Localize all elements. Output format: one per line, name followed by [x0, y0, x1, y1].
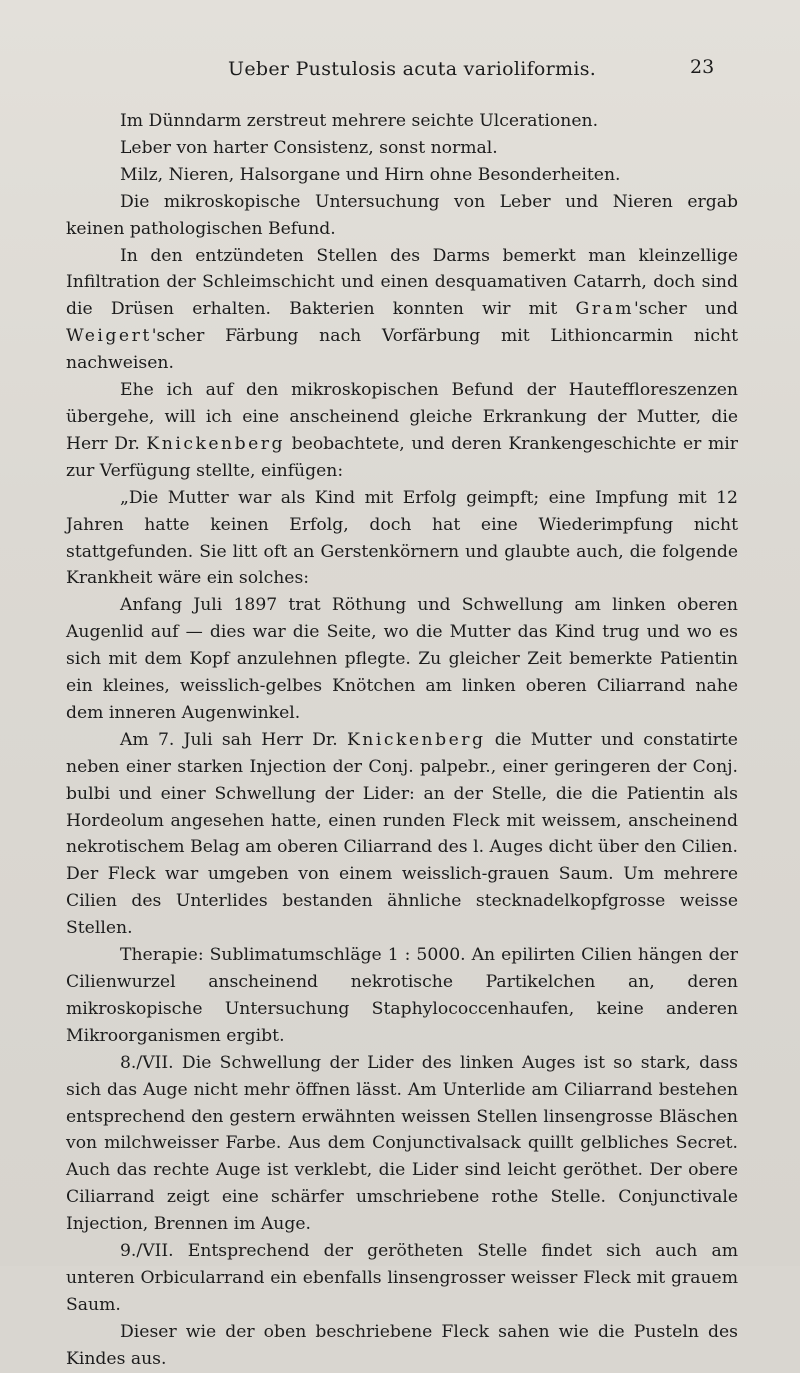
paragraph-text: die Mutter und constatirte neben einer starken Injection der Conj. palpebr., einer geringeren der Conj. bulbi und einer Schwellung der Lider: an der Stelle, die die Patientin als Hordeolum angesehen hatte, einen runden Fleck mit weissem, anscheinend nekrotischem Belag am oberen Ciliarrand des l. Auges dicht über den Cilien. Der Fleck war umgeben von einem weisslich-grauen Saum. Um mehrere Cilien des Unterlides bestanden ähnliche stecknadelkopfgrosse weisse Stellen. — [66, 729, 738, 939]
paragraph-text: In den entzündeten Stellen des Darms bemerkt man kleinzellige Infiltration der Schleimschicht und einen desquamativen Catarrh, doch sind die Drüsen erhalten. Bakterien konnten wir mit — [66, 245, 738, 320]
paragraph: Im Dünndarm zerstreut mehrere seichte Ulcerationen. — [120, 111, 599, 131]
spaced-name: Gram — [575, 299, 635, 320]
paragraph: Milz, Nieren, Halsorgane und Hirn ohne Besonderheiten. — [120, 164, 621, 185]
paragraph: Die mikroskopische Untersuchung von Leber und Nieren ergab keinen pathologischen Befund. — [66, 191, 738, 239]
paragraph — [66, 377, 738, 485]
paragraph: Leber von harter Consistenz, sonst normal. — [120, 137, 498, 158]
spaced-name: Knickenberg — [146, 433, 286, 454]
paragraph-text: 'scher Färbung nach Vorfärbung mit Lithioncarmin nicht nachweisen. — [66, 326, 738, 374]
paragraph — [66, 243, 738, 378]
page-header — [0, 52, 800, 82]
paragraph: 9./VII. Entsprechend der gerötheten Stelle findet sich auch am unteren Orbicularrand ein ebenfalls linsengrosser weisser Fleck mit grauem Saum. — [66, 1241, 738, 1315]
spaced-name: Knickenberg — [346, 729, 486, 750]
page-number: 23 — [690, 56, 715, 78]
spaced-name: Weigert — [66, 326, 152, 347]
paragraph: „Die Mutter war als Kind mit Erfolg geimpft; eine Impfung mit 12 Jahren hatte keinen Erfolg, doch hat eine Wiederimpfung nicht stattgefunden. Sie litt oft an Gerstenkörnern und glaubte auch, die folgende Krankheit wäre ein solches: — [66, 487, 738, 589]
running-title: Ueber Pustulosis acuta varioliformis. — [228, 58, 597, 80]
paragraph: Anfang Juli 1897 trat Röthung und Schwellung am linken oberen Augenlid auf — dies war die Seite, wo die Mutter das Kind trug und wo es sich mit dem Kopf anzulehnen pflegte. Zu gleicher Zeit bemerkte Patientin ein kleines, weisslich-gelbes Knötchen am linken oberen Ciliarrand nahe dem inneren Augenwinkel. — [66, 595, 738, 723]
paragraph: Therapie: Sublimatumschläge 1 : 5000. An epilirten Cilien hängen der Cilienwurzel anscheinend nekrotische Partikelchen an, deren mikroskopische Untersuchung Staphylococcenhaufen, keine anderen Mikroorganismen ergibt. — [66, 945, 738, 1046]
paragraph: 8./VII. Die Schwellung der Lider des linken Auges ist so stark, dass sich das Auge nicht mehr öffnen lässt. Am Unterlide am Ciliarrand bestehen entsprechend den gestern erwähnten weissen Stellen linsengrosse Bläschen von milchweisser Farbe. Aus dem Conjunctivalsack quillt gelbliches Secret. Auch das rechte Auge ist verklebt, die Lider sind leicht geröthet. Der obere Ciliarrand zeigt eine schärfer umschriebene rothe Stelle. Conjunctivale Injection, Brennen im Auge. — [66, 1052, 738, 1235]
paragraph-text: Am 7. Juli sah Herr Dr. — [120, 729, 347, 750]
paragraph-text: Ehe ich auf den mikroskopischen Befund der Hauteffloreszenzen übergehe, will ich eine anscheinend gleiche Erkrankung der Mutter, die Herr Dr. — [66, 380, 738, 454]
paragraph — [66, 727, 738, 942]
paragraph-text: 'scher und — [634, 299, 739, 320]
paragraph: Dieser wie der oben beschriebene Fleck sahen wie die Pusteln des Kindes aus. — [66, 1321, 738, 1369]
body-text — [66, 108, 738, 1373]
paragraph-text: beobachtete, und deren Krankengeschichte er mir zur Verfügung stellte, einfügen: — [66, 433, 739, 481]
